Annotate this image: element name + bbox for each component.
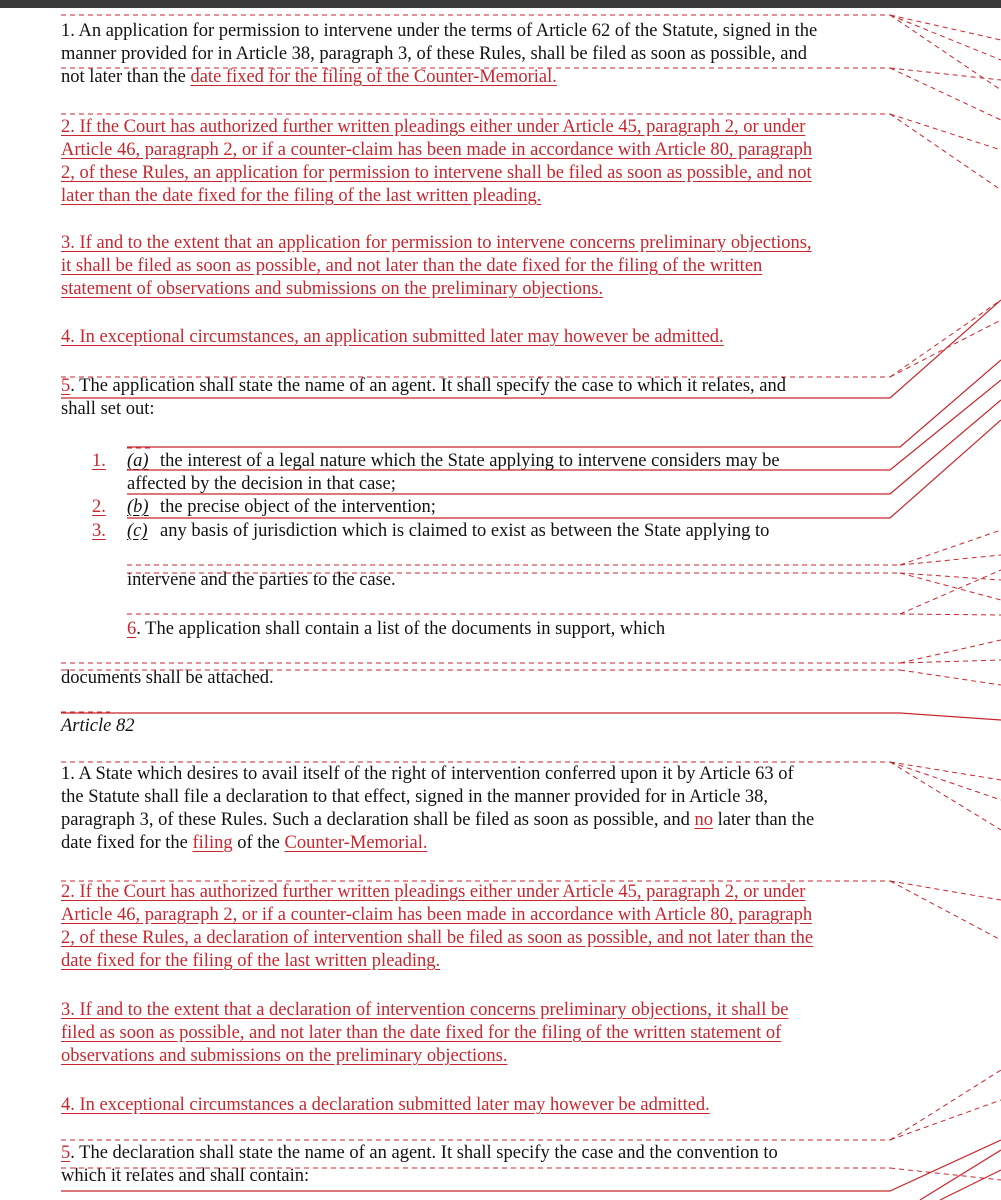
text-line xyxy=(61,1142,891,1165)
list-text: the interest of a legal nature which the State applying to intervene considers may be xyxy=(160,451,780,471)
r82-paragraph-5 xyxy=(61,1142,891,1188)
text-line: 1. A State which desires to avail itself of the right of intervention conferred upon it by Article 63 of xyxy=(61,764,794,784)
text-run: not later than the xyxy=(61,67,191,87)
list-item xyxy=(0,520,900,543)
list-text: the precise object of the intervention; xyxy=(160,497,436,517)
text-run: date fixed for the xyxy=(61,833,193,853)
r81-paragraph-3-inserted xyxy=(61,232,891,301)
r81-paragraph-5 xyxy=(61,375,891,421)
list-item xyxy=(0,450,900,473)
inserted-line: it shall be filed as soon as possible, and not later than the date fixed for the filing of the written xyxy=(61,256,763,276)
inserted-line: 4. In exceptional circumstances, an application submitted later may however be admitted. xyxy=(61,327,724,347)
inserted-text: date fixed for the filing of the Counter-Memorial. xyxy=(190,67,557,87)
list-item-continuation: intervene and the parties to the case. xyxy=(127,570,396,590)
r81-paragraph-2-inserted xyxy=(61,116,891,208)
text-run: paragraph 3, of these Rules. Such a declaration shall be filed as soon as possible, and xyxy=(61,810,695,830)
list-label: (b) xyxy=(127,497,149,517)
list-label: (a) xyxy=(127,451,149,471)
inserted-line: Article 46, paragraph 2, or if a counter-claim has been made in accordance with Article 80, paragraph xyxy=(61,905,813,925)
list-label: (c) xyxy=(127,521,148,541)
inserted-line: 2. If the Court has authorized further written pleadings either under Article 45, paragraph 2, or under xyxy=(61,117,806,137)
text-run: later than the xyxy=(712,810,815,830)
r81-paragraph-1 xyxy=(61,20,891,89)
inserted-number: 5 xyxy=(61,376,71,396)
list-number-inserted: 1. xyxy=(92,451,106,471)
inserted-line: 3. If and to the extent that an application for permission to intervene concerns preliminary objections, xyxy=(61,233,812,253)
inserted-line: 2, of these Rules, an application for permission to intervene shall be filed as soon as possible, and not xyxy=(61,163,812,183)
inserted-line: observations and submissions on the preliminary objections. xyxy=(61,1046,508,1066)
text-run: . The declaration shall state the name of an agent. It shall specify the case and the convention to xyxy=(70,1143,778,1163)
text-line xyxy=(61,809,891,832)
text-run: of the xyxy=(232,833,285,853)
text-run: . The application shall state the name of an agent. It shall specify the case to which it relates, and xyxy=(70,376,787,396)
article-heading: Article 82 xyxy=(61,716,135,736)
inserted-line: Article 46, paragraph 2, or if a counter-claim has been made in accordance with Article 80, paragraph xyxy=(61,140,813,160)
inserted-line: filed as soon as possible, and not later than the date fixed for the filing of the written statement of xyxy=(61,1023,782,1043)
inserted-line: 2. If the Court has authorized further written pleadings either under Article 45, paragraph 2, or under xyxy=(61,882,806,902)
inserted-line: 3. If and to the extent that a declaration of intervention concerns preliminary objections, it shall be xyxy=(61,1000,789,1020)
inserted-text: Counter-Memorial. xyxy=(284,833,428,853)
inserted-line: 2, of these Rules, a declaration of intervention shall be filed as soon as possible, and not later than the xyxy=(61,928,814,948)
text-line: the Statute shall file a declaration to that effect, signed in the manner provided for in Article 38, xyxy=(61,787,769,807)
list-text: any basis of jurisdiction which is claimed to exist as between the State applying to xyxy=(160,521,770,541)
inserted-number: 6 xyxy=(127,619,137,639)
r81-paragraph-4-inserted xyxy=(61,326,891,349)
text-line: which it relates and shall contain: xyxy=(61,1166,310,1186)
inserted-line: date fixed for the filing of the last written pleading. xyxy=(61,951,441,971)
list-number-inserted: 3. xyxy=(92,521,106,541)
text-line xyxy=(61,66,891,89)
r81-paragraph-6-continuation: documents shall be attached. xyxy=(61,668,274,688)
text-line: 1. An application for permission to intervene under the terms of Article 62 of the Statute, signed in the xyxy=(61,21,818,41)
inserted-text: filing xyxy=(192,833,233,853)
list-item xyxy=(0,496,900,519)
inserted-line: later than the date fixed for the filing of the last written pleading. xyxy=(61,186,542,206)
text-line xyxy=(61,832,891,855)
list-number-inserted: 2. xyxy=(92,497,106,517)
r81-paragraph-6 xyxy=(127,618,665,641)
text-line xyxy=(61,375,891,398)
r82-paragraph-2-inserted xyxy=(61,881,891,973)
text-line: manner provided for in Article 38, paragraph 3, of these Rules, shall be filed as soon as possible, and xyxy=(61,44,807,64)
text-line: shall set out: xyxy=(61,399,155,419)
r82-paragraph-4-inserted xyxy=(61,1094,891,1117)
text-run: . The application shall contain a list of the documents in support, which xyxy=(136,619,666,639)
inserted-line: 4. In exceptional circumstances a declaration submitted later may however be admitted. xyxy=(61,1095,710,1115)
inserted-line: statement of observations and submissions on the preliminary objections. xyxy=(61,279,604,299)
inserted-number: 5 xyxy=(61,1143,71,1163)
inserted-text: no xyxy=(694,810,713,830)
r82-paragraph-1 xyxy=(61,763,891,855)
r82-paragraph-3-inserted xyxy=(61,999,891,1068)
list-item-continuation: affected by the decision in that case; xyxy=(127,474,396,494)
